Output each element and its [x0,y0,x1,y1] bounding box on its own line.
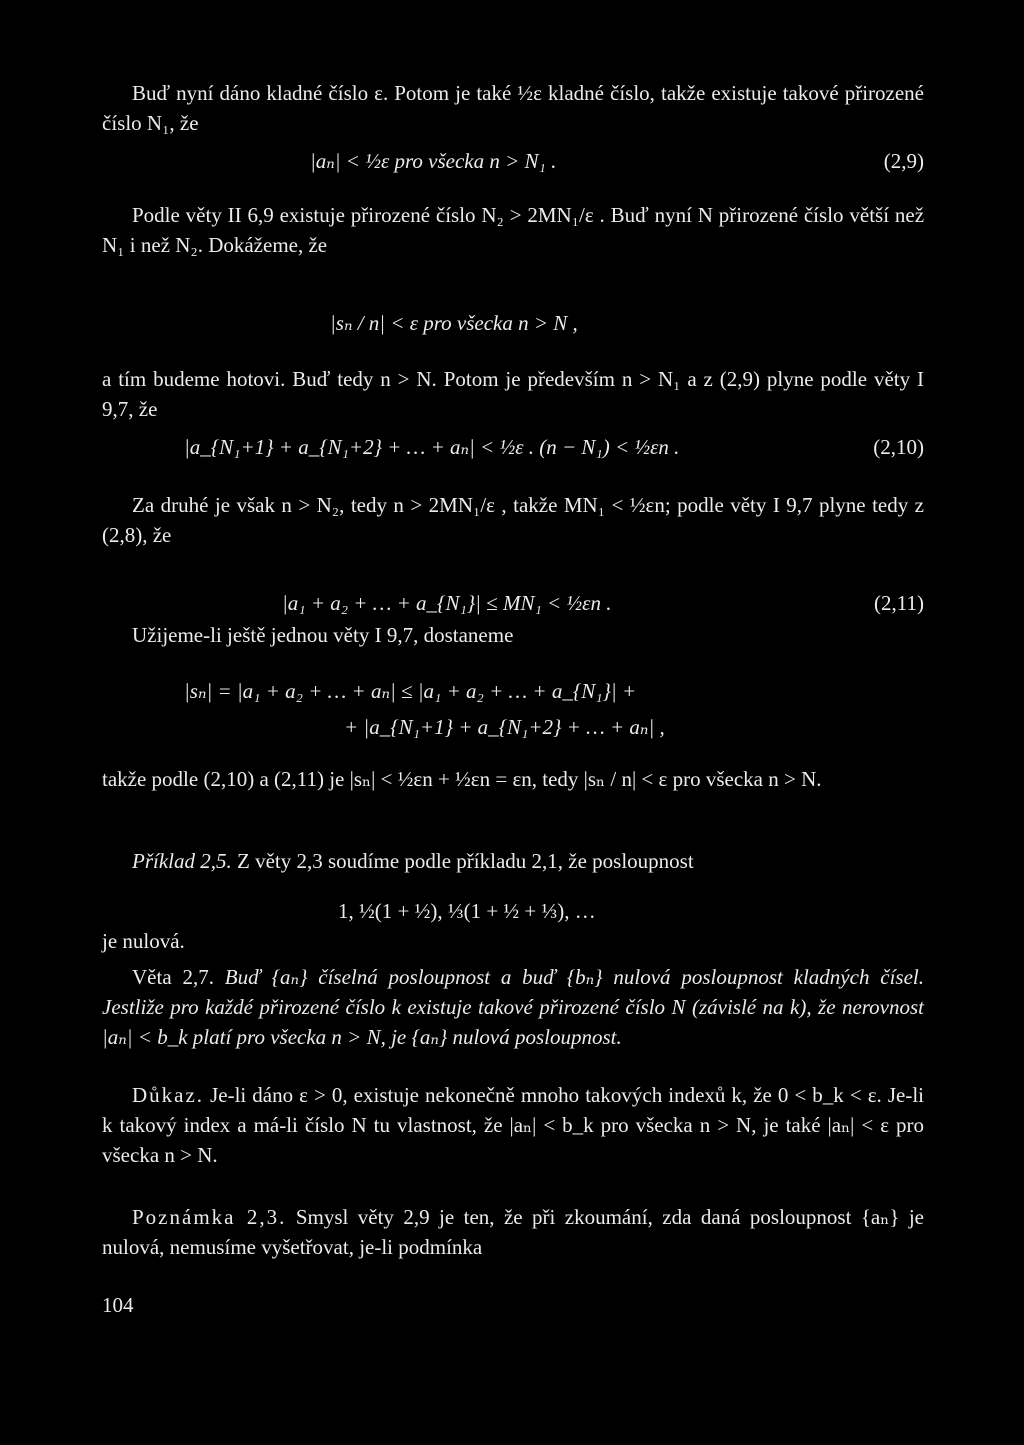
paragraph-uzijeme [102,620,924,650]
equation-body: |sₙ| = |a₁ + a₂ + … + aₙ| ≤ |a₁ + a₂ + … + a_{N₁}| + [184,679,637,703]
equation-2-11 [102,588,924,622]
text-line: Užijeme-li ještě jednou věty I 9,7, dostaneme [132,623,514,647]
paragraph-takze [102,764,924,794]
text-line: takže existuje takové přirozené číslo N₁, že [102,81,925,135]
text-line: podle věty I 9,7 plyne tedy z (2,8), že [102,493,924,547]
text-line: Buď nyní dáno kladné číslo ε. Potom je také ½ε kladné číslo, [132,81,655,105]
equation-body: + |a_{N₁+1} + a_{N₁+2} + … + aₙ| , [344,715,665,739]
text-line: takže podle (2,10) a (2,11) je |sₙ| < ½εn + ½εn = εn, tedy |sₙ / n| < ε [102,767,668,791]
theorem-label: Věta 2,7. [132,965,214,989]
proof [102,1080,924,1170]
equation-2-10 [102,432,924,466]
paragraph-podle-vety [102,200,924,260]
equation-goal [102,308,924,342]
theorem-text: Buď {aₙ} číselná posloupnost a buď {bₙ} nulová posloupnost kladných čísel. Jestliže pro každé přirozené číslo k existuje takové přirozené číslo N (závislé na k), že nerovnost |aₙ| < b_k platí pro všecka n > N, je {aₙ} nulová posloupnost. [102,965,924,1049]
equation-body: |a_{N₁+1} + a_{N₁+2} + … + aₙ| < ½ε . (n − N₁) < ½εn . [184,435,680,459]
equation-body: |a₁ + a₂ + … + a_{N₁}| ≤ MN₁ < ½εn . [282,591,612,615]
text-line: je nulová. [102,929,185,953]
equation-body: 1, ½(1 + ½), ⅓(1 + ½ + ⅓), … [338,899,596,923]
equation-sn-line1 [102,676,924,710]
remark-text: Smysl věty 2,9 je ten, že při zkoumání, zda daná posloupnost {aₙ} je nulová, nemusíme vyšetřovat, je-li podmínka [102,1205,924,1259]
paragraph-intro [102,78,924,138]
text-line: n > N₁ a z (2,9) plyne podle věty I 9,7, že [102,367,924,421]
example-label: Příklad 2,5. [132,849,232,873]
text-line: Podle věty II 6,9 existuje přirozené číslo N₂ > 2MN₁/ε . Buď [132,203,649,227]
equation-sequence [102,896,924,930]
example-text: Z věty 2,3 soudíme podle příkladu 2,1, že posloupnost [231,849,694,873]
text-line: nyní N přirozené číslo větší než N₁ i než N₂. Dokážeme, že [102,203,925,257]
remark-2-3 [102,1202,924,1262]
equation-body: |aₙ| < ½ε pro všecka n > N₁ . [310,149,557,173]
equation-body: |sₙ / n| < ε pro všecka n > N , [330,311,578,335]
paragraph-hotovi [102,364,924,424]
text-line: pro všecka n > N. [672,767,822,791]
theorem-2-7 [102,962,924,1052]
remark-label: Poznámka 2,3. [132,1205,287,1229]
page-number: 104 [102,1293,134,1317]
equation-number: (2,10) [873,435,924,459]
paragraph-nulova [102,926,924,956]
proof-label: Důkaz. [132,1083,205,1107]
equation-number: (2,9) [883,149,924,173]
paragraph-za-druhe [102,490,924,550]
paragraph-example-2-5 [102,846,924,876]
proof-text: Je-li dáno ε > 0, existuje nekonečně mnoho takových indexů k, že 0 < b_k < ε. Je-li k takový index a má-li číslo N tu vlastnost, že |aₙ| < b_k pro všecka n > N, je také |aₙ| < ε pro všecka n > N. [102,1083,924,1167]
equation-number: (2,11) [874,591,924,615]
text-line: Za druhé je však n > N₂, tedy n > 2MN₁/ε , takže MN₁ < ½εn; [132,493,671,517]
equation-sn-line2 [102,712,924,746]
text-line: a tím budeme hotovi. Buď tedy n > N. Potom je především [102,367,615,391]
equation-2-9 [102,146,924,180]
